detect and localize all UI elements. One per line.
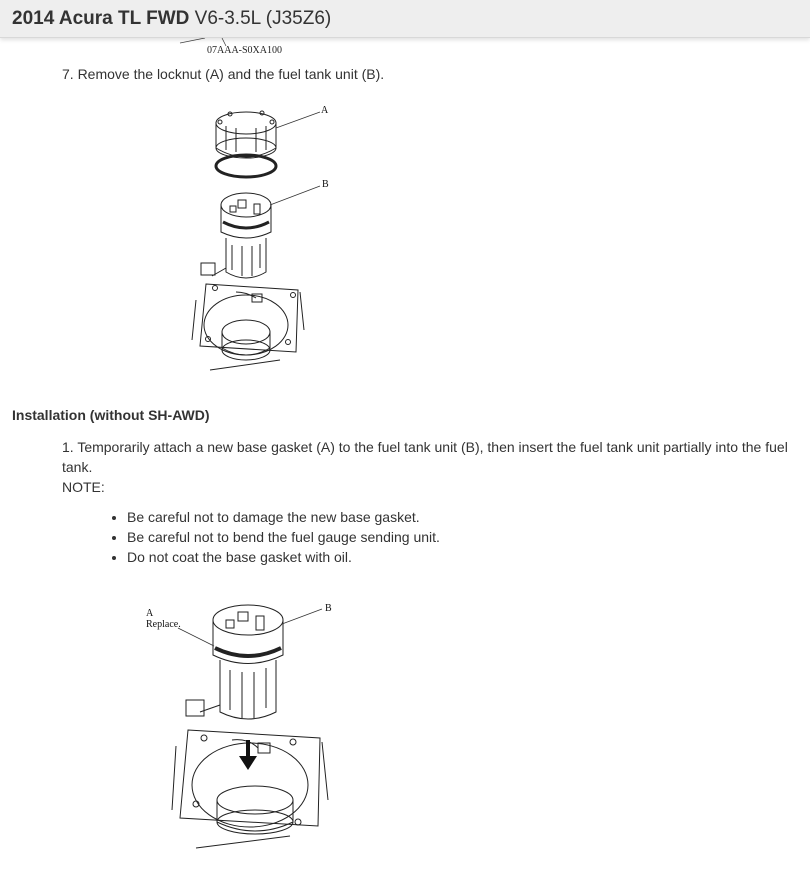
list-item: • Be careful not to damage the new base gasket.: [127, 507, 440, 527]
engine-spec: V6-3.5L (J35Z6): [194, 8, 332, 29]
step-7-text: 7. Remove the locknut (A) and the fuel tank unit (B).: [62, 66, 385, 82]
vehicle-name: 2014 Acura TL FWD: [12, 8, 190, 29]
callout-b-bottom: B: [325, 603, 332, 614]
callout-a-replace-note: Replace.: [146, 619, 181, 630]
callout-a-top: A: [321, 105, 329, 116]
figure-code: 07AAA-S0XA100: [207, 45, 282, 56]
page-header: [0, 0, 810, 38]
note-label: NOTE:: [62, 479, 105, 495]
callout-a-bottom: A: [146, 608, 154, 619]
callout-b-top: B: [322, 179, 329, 190]
vehicle-title: [12, 8, 331, 30]
list-item: • Do not coat the base gasket with oil.: [127, 547, 440, 567]
step-1-text: 1. Temporarily attach a new base gasket (A) to the fuel tank unit (B), then insert the fuel tank unit partially into the fuel tank.: [62, 439, 788, 475]
installation-heading: Installation (without SH-AWD): [12, 407, 210, 423]
list-item: • Be careful not to bend the fuel gauge sending unit.: [127, 527, 440, 547]
